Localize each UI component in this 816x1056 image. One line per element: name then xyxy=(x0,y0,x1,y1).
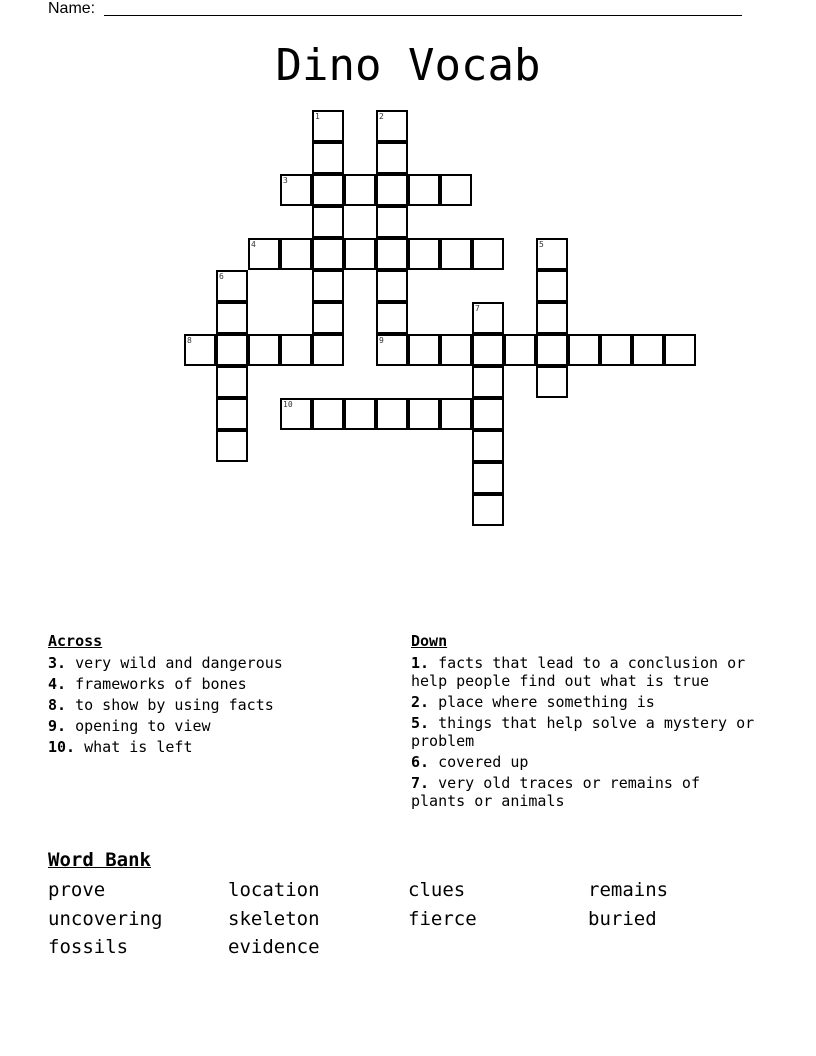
grid-cell[interactable] xyxy=(280,174,312,206)
clue-text: very old traces or remains of plants or animals xyxy=(411,774,700,810)
grid-cell[interactable] xyxy=(408,238,440,270)
grid-cell[interactable] xyxy=(664,334,696,366)
grid-cell[interactable] xyxy=(440,398,472,430)
grid-cell[interactable] xyxy=(216,334,248,366)
grid-cell[interactable] xyxy=(216,302,248,334)
grid-cell[interactable] xyxy=(376,238,408,270)
clue-text: very wild and dangerous xyxy=(66,654,283,672)
grid-cell[interactable] xyxy=(248,238,280,270)
grid-cell[interactable] xyxy=(536,366,568,398)
word-bank xyxy=(48,876,768,962)
clue-text: what is left xyxy=(75,738,193,756)
across-clue xyxy=(48,675,378,693)
down-clue-list xyxy=(411,654,756,813)
clue-text: opening to view xyxy=(66,717,211,735)
grid-cell[interactable] xyxy=(472,366,504,398)
grid-cell[interactable] xyxy=(376,270,408,302)
down-clue xyxy=(411,774,756,810)
clue-number: 10 xyxy=(283,400,293,409)
grid-cell[interactable] xyxy=(376,302,408,334)
clue-number: 5 xyxy=(539,240,544,249)
clue-text: covered up xyxy=(429,753,529,771)
word-bank-word: evidence xyxy=(228,936,320,958)
grid-cell[interactable] xyxy=(376,206,408,238)
grid-cell[interactable] xyxy=(248,334,280,366)
grid-cell[interactable] xyxy=(408,174,440,206)
clue-number: 3 xyxy=(283,176,288,185)
grid-cell[interactable] xyxy=(472,334,504,366)
clue-num: 1. xyxy=(411,654,430,672)
clue-num: 10. xyxy=(48,738,76,756)
grid-cell[interactable] xyxy=(312,174,344,206)
grid-cell[interactable] xyxy=(312,334,344,366)
clue-num: 4. xyxy=(48,675,67,693)
grid-cell[interactable] xyxy=(472,398,504,430)
across-clue-list xyxy=(48,654,378,759)
clue-num: 3. xyxy=(48,654,67,672)
grid-cell[interactable] xyxy=(376,334,408,366)
word-bank-title: Word Bank xyxy=(48,849,151,871)
grid-cell[interactable] xyxy=(472,238,504,270)
grid-cell[interactable] xyxy=(312,142,344,174)
across-clue xyxy=(48,738,378,756)
across-heading: Across xyxy=(48,632,103,650)
grid-cell[interactable] xyxy=(536,334,568,366)
grid-cell[interactable] xyxy=(376,398,408,430)
grid-cell[interactable] xyxy=(344,238,376,270)
grid-cell[interactable] xyxy=(536,270,568,302)
clue-text: frameworks of bones xyxy=(66,675,247,693)
grid-cell[interactable] xyxy=(216,430,248,462)
page-title: Dino Vocab xyxy=(275,40,541,91)
grid-cell[interactable] xyxy=(280,238,312,270)
down-clue xyxy=(411,753,756,771)
grid-cell[interactable] xyxy=(376,110,408,142)
clue-number: 6 xyxy=(219,272,224,281)
grid-cell[interactable] xyxy=(280,334,312,366)
clue-text: place where something is xyxy=(429,693,655,711)
down-clue xyxy=(411,714,756,750)
grid-cell[interactable] xyxy=(312,238,344,270)
word-bank-word: location xyxy=(228,879,320,901)
clue-text: facts that lead to a conclusion or help people find out what is true xyxy=(411,654,746,690)
clue-num: 7. xyxy=(411,774,430,792)
grid-cell[interactable] xyxy=(376,142,408,174)
word-bank-word: clues xyxy=(408,879,466,901)
grid-cell[interactable] xyxy=(504,334,536,366)
grid-cell[interactable] xyxy=(632,334,664,366)
grid-cell[interactable] xyxy=(312,110,344,142)
clue-num: 6. xyxy=(411,753,430,771)
name-label: Name: xyxy=(48,0,96,17)
clue-num: 2. xyxy=(411,693,430,711)
down-heading: Down xyxy=(411,632,448,650)
grid-cell[interactable] xyxy=(408,398,440,430)
down-clue xyxy=(411,693,756,711)
clue-num: 8. xyxy=(48,696,67,714)
word-bank-word: prove xyxy=(48,879,106,901)
down-clue xyxy=(411,654,756,690)
grid-cell[interactable] xyxy=(408,334,440,366)
grid-cell[interactable] xyxy=(312,398,344,430)
clue-num: 5. xyxy=(411,714,430,732)
word-bank-word: fossils xyxy=(48,936,129,958)
grid-cell[interactable] xyxy=(312,206,344,238)
across-clue xyxy=(48,717,378,735)
word-bank-word: skeleton xyxy=(228,907,320,930)
grid-cell[interactable] xyxy=(440,174,472,206)
grid-cell[interactable] xyxy=(536,238,568,270)
grid-cell[interactable] xyxy=(600,334,632,366)
grid-cell[interactable] xyxy=(536,302,568,334)
grid-cell[interactable] xyxy=(376,174,408,206)
across-clue xyxy=(48,696,378,714)
clue-number: 7 xyxy=(475,304,480,313)
clue-number: 4 xyxy=(251,240,256,249)
clue-number: 9 xyxy=(379,336,384,345)
grid-cell[interactable] xyxy=(216,398,248,430)
grid-cell[interactable] xyxy=(184,334,216,366)
grid-cell[interactable] xyxy=(472,430,504,462)
grid-cell[interactable] xyxy=(216,270,248,302)
grid-cell[interactable] xyxy=(312,302,344,334)
grid-cell[interactable] xyxy=(312,270,344,302)
grid-cell[interactable] xyxy=(472,494,504,526)
grid-cell[interactable] xyxy=(344,174,376,206)
clue-number: 2 xyxy=(379,112,384,121)
grid-cell[interactable] xyxy=(344,398,376,430)
grid-cell[interactable] xyxy=(440,238,472,270)
clue-number: 8 xyxy=(187,336,192,345)
clue-number: 1 xyxy=(315,112,320,121)
word-bank-word: buried xyxy=(588,907,657,930)
word-bank-word: remains xyxy=(588,879,669,901)
grid-cell[interactable] xyxy=(472,302,504,334)
word-bank-word: fierce xyxy=(408,907,477,930)
grid-cell[interactable] xyxy=(216,366,248,398)
grid-cell[interactable] xyxy=(472,462,504,494)
clue-text: things that help solve a mystery or problem xyxy=(411,714,755,750)
across-clue xyxy=(48,654,378,672)
clue-text: to show by using facts xyxy=(66,696,274,714)
grid-cell[interactable] xyxy=(280,398,312,430)
grid-cell[interactable] xyxy=(440,334,472,366)
grid-cell[interactable] xyxy=(568,334,600,366)
word-bank-word: uncovering xyxy=(48,907,163,930)
clue-num: 9. xyxy=(48,717,67,735)
